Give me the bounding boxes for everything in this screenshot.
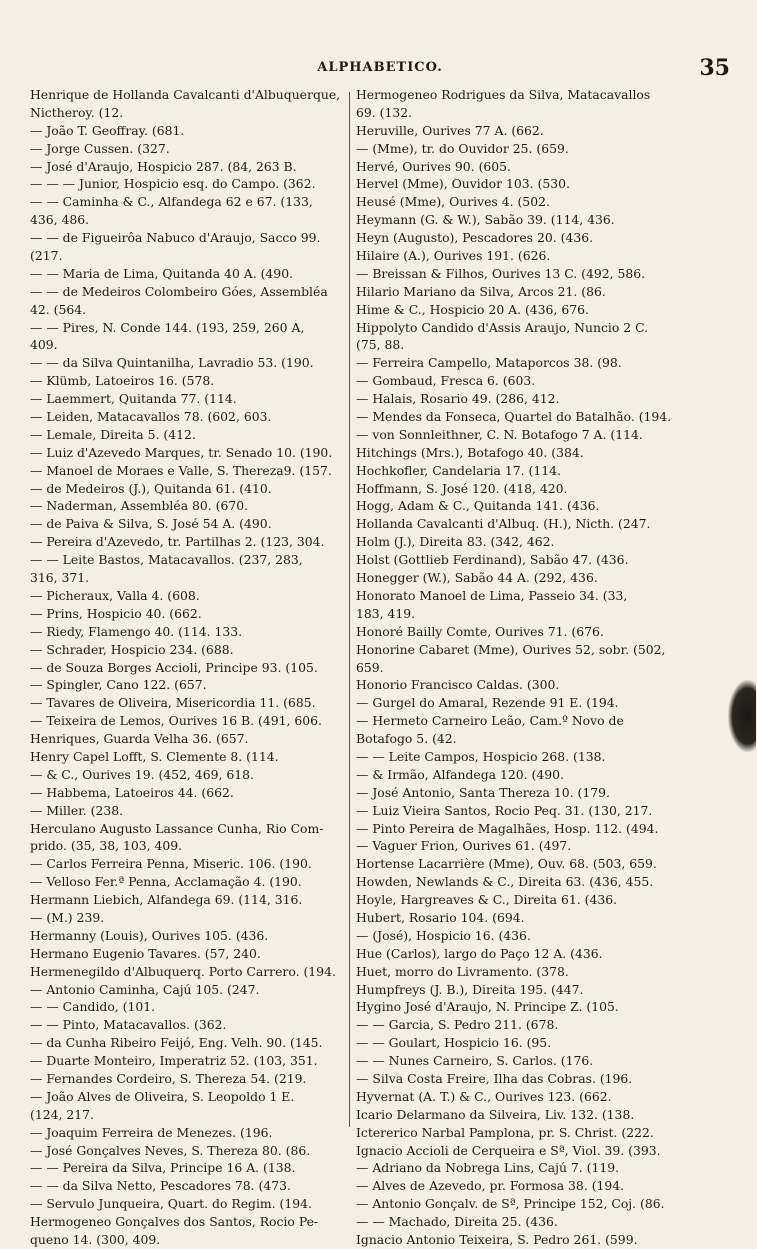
directory-entry-line: Howden, Newlands & C., Direita 63. (436, 455. <box>356 874 654 890</box>
directory-entry-line: — — Goulart, Hospicio 16. (95. <box>356 1035 552 1051</box>
directory-entry-line: — João T. Geoffray. (681. <box>30 122 185 138</box>
directory-entry-line: 183, 419. <box>356 605 416 621</box>
directory-entry-line: 316, 371. <box>30 570 90 586</box>
directory-entry-line: — Silva Costa Freire, Ilha das Cobras. (196. <box>356 1070 633 1086</box>
directory-entry-line: — Velloso Fer.ª Penna, Acclamação 4. (190. <box>30 874 302 890</box>
directory-entry-line: — de Medeiros (J.), Quitanda 61. (410. <box>30 480 272 496</box>
directory-entry-line: Hubert, Rosario 104. (694. <box>356 909 525 925</box>
directory-entry-line: Ignacio Accioli de Cerqueira e Sª, Viol. 39. (393. <box>356 1142 661 1158</box>
directory-entry-line: Heymann (G. & W.), Sabão 39. (114, 436. <box>356 212 615 228</box>
directory-entry-line: Hermenegildo d'Albuquerq. Porto Carrero. (194. <box>30 963 336 979</box>
right-column <box>356 86 706 1249</box>
directory-entry-line: — — de Medeiros Colombeiro Góes, Assembléa <box>30 283 328 299</box>
directory-entry-line: — Prins, Hospicio 40. (662. <box>30 605 202 621</box>
directory-entry-line: 409. <box>30 337 58 353</box>
directory-entry-line: Honorine Cabaret (Mme), Ourives 52, sobr. (502, <box>356 641 666 657</box>
directory-entry-line: queno 14. (300, 409. <box>30 1232 161 1247</box>
directory-entry-line: — — — Junior, Hospicio esq. do Campo. (362. <box>30 176 316 192</box>
directory-entry-line: — Duarte Monteiro, Imperatriz 52. (103, 351. <box>30 1053 318 1069</box>
directory-entry-line: — — Pires, N. Conde 144. (193, 259, 260 A, <box>30 319 305 335</box>
directory-entry-line: — Servulo Junqueira, Quart. do Regim. (194. <box>30 1196 312 1212</box>
directory-entry-line: Holm (J.), Direita 83. (342, 462. <box>356 534 555 550</box>
directory-entry-line: — Lemale, Direita 5. (412. <box>30 426 196 442</box>
page-header <box>30 55 730 82</box>
directory-entry-line: Honorato Manoel de Lima, Passeio 34. (33, <box>356 587 628 603</box>
directory-entry-line: Honegger (W.), Sabão 44 A. (292, 436. <box>356 570 598 586</box>
directory-entry-line: — Manoel de Moraes e Valle, S. Thereza9. (157. <box>30 462 332 478</box>
directory-entry-line: — João Alves de Oliveira, S. Leopoldo 1 E. <box>30 1088 295 1104</box>
directory-entry-line: — Tavares de Oliveira, Misericordia 11. (685. <box>30 695 316 711</box>
directory-entry-line: — — Leite Bastos, Matacavallos. (237, 283, <box>30 552 303 568</box>
directory-entry-line: — de Souza Borges Accioli, Principe 93. (105. <box>30 659 318 675</box>
directory-entry-line: — Breissan & Filhos, Ourives 13 C. (492, 586. <box>356 265 646 281</box>
directory-entry-line: Hoffmann, S. José 120. (418, 420. <box>356 480 568 496</box>
directory-entry-line: — & Irmão, Alfandega 120. (490. <box>356 766 564 782</box>
directory-entry-line: — Carlos Ferreira Penna, Miseric. 106. (190. <box>30 856 312 872</box>
directory-entry-line: (217. <box>30 248 63 264</box>
directory-entry-line: Hermogeneo Gonçalves dos Santos, Rocio Pe- <box>30 1214 319 1230</box>
directory-entry-line: Honorio Francisco Caldas. (300. <box>356 677 560 693</box>
directory-entry-line: Hippolyto Candido d'Assis Araujo, Nuncio 2 C. <box>356 319 649 335</box>
directory-entry-line: Henry Capel Lofft, S. Clemente 8. (114. <box>30 748 279 764</box>
directory-entry-line: — Teixeira de Lemos, Ourives 16 B. (491, 606. <box>30 713 322 729</box>
directory-entry-line: — Fernandes Cordeiro, S. Thereza 54. (219. <box>30 1070 307 1086</box>
directory-entry-line: — (José), Hospicio 16. (436. <box>356 927 531 943</box>
directory-entry-line: — — Maria de Lima, Quitanda 40 A. (490. <box>30 265 294 281</box>
directory-entry-line: — Miller. (238. <box>30 802 124 818</box>
left-column <box>30 86 346 1249</box>
directory-entry-line: — — Candido, (101. <box>30 999 156 1015</box>
directory-entry-line: — & C., Ourives 19. (452, 469, 618. <box>30 766 254 782</box>
directory-entry-line: — Picheraux, Valla 4. (608. <box>30 587 200 603</box>
directory-entry-line: — Jorge Cussen. (327. <box>30 140 170 156</box>
directory-entry-line: Humpfreys (J. B.), Direita 195. (447. <box>356 981 584 997</box>
directory-entry-line: — Luiz Vieira Santos, Rocio Peq. 31. (130, 217. <box>356 802 653 818</box>
directory-entry-line: Ictererico Narbal Pamplona, pr. S. Christ. (222. <box>356 1124 654 1140</box>
directory-entry-line: Hochkofler, Candelaria 17. (114. <box>356 462 561 478</box>
directory-entry-line: Hyvernat (A. T.) & C., Ourives 123. (662. <box>356 1088 612 1104</box>
directory-entry-line: — Pereira d'Azevedo, tr. Partilhas 2. (123, 304. <box>30 534 325 550</box>
directory-entry-line: — — Leite Campos, Hospicio 268. (138. <box>356 748 606 764</box>
directory-entry-line: — — Nunes Carneiro, S. Carlos. (176. <box>356 1053 594 1069</box>
directory-entry-line: — José d'Araujo, Hospicio 287. (84, 263 B. <box>30 158 297 174</box>
directory-entry-line: (124, 217. <box>30 1106 94 1122</box>
directory-entry-line: Hygino José d'Araujo, N. Principe Z. (105. <box>356 999 619 1015</box>
directory-entry-line: — Schrader, Hospicio 234. (688. <box>30 641 234 657</box>
directory-entry-line: — von Sonnleithner, C. N. Botafogo 7 A. (114. <box>356 426 643 442</box>
directory-entry-line: — (Mme), tr. do Ouvidor 25. (659. <box>356 140 569 156</box>
directory-entry-line: — Hermeto Carneiro Leão, Cam.º Novo de <box>356 713 624 729</box>
directory-entry-line: prido. (35, 38, 103, 409. <box>30 838 183 854</box>
directory-entry-line: — Riedy, Flamengo 40. (114. 133. <box>30 623 243 639</box>
directory-entry-line: — Alves de Azevedo, pr. Formosa 38. (194. <box>356 1178 625 1194</box>
directory-entry-line: Hortense Lacarrière (Mme), Ouv. 68. (503, 659. <box>356 856 657 872</box>
directory-entry-line: — da Cunha Ribeiro Feijó, Eng. Velh. 90. (145. <box>30 1035 323 1051</box>
directory-entry-line: — — Machado, Direita 25. (436. <box>356 1214 558 1230</box>
directory-entry-line: — Antonio Gonçalv. de Sª, Principe 152, Coj. (86. <box>356 1196 665 1212</box>
directory-entry-line: — Naderman, Assembléa 80. (670. <box>30 498 249 514</box>
directory-entry-line: Hervé, Ourives 90. (605. <box>356 158 511 174</box>
directory-entry-line: — Gombaud, Fresca 6. (603. <box>356 373 536 389</box>
directory-entry-line: Henrique de Hollanda Cavalcanti d'Albuquerque, <box>30 87 341 102</box>
directory-entry-line: — José Antonio, Santa Thereza 10. (179. <box>356 784 610 800</box>
ink-blot-mark <box>728 680 756 752</box>
directory-entry-line: Hitchings (Mrs.), Botafogo 40. (384. <box>356 444 584 460</box>
directory-entry-line: Hervel (Mme), Ouvidor 103. (530. <box>356 176 570 192</box>
directory-entry-line: Honoré Bailly Comte, Ourives 71. (676. <box>356 623 604 639</box>
directory-entry-line: Huet, morro do Livramento. (378. <box>356 963 569 979</box>
directory-entry-line: — Luiz d'Azevedo Marques, tr. Senado 10. (190. <box>30 444 333 460</box>
directory-entry-line: (75, 88. <box>356 337 405 353</box>
directory-entry-line: — — da Silva Quintanilha, Lavradio 53. (190. <box>30 355 314 371</box>
running-head-title: ALPHABETICO. <box>317 60 443 75</box>
directory-entry-line: Hoyle, Hargreaves & C., Direita 61. (436. <box>356 892 618 908</box>
directory-entry-line: Heruville, Ourives 77 A. (662. <box>356 122 544 138</box>
directory-entry-line: Icario Delarmano da Silveira, Liv. 132. (138. <box>356 1106 635 1122</box>
directory-entry-line: Hilaire (A.), Ourives 191. (626. <box>356 248 551 264</box>
directory-entry-line: — José Gonçalves Neves, S. Thereza 80. (86. <box>30 1142 311 1158</box>
directory-entry-line: Heusé (Mme), Ourives 4. (502. <box>356 194 550 210</box>
directory-entry-line: — de Paiva & Silva, S. José 54 A. (490. <box>30 516 272 532</box>
directory-entry-line: — — de Figueirôa Nabuco d'Araujo, Sacco 99. <box>30 230 321 246</box>
directory-entry-line: — Klümb, Latoeiros 16. (578. <box>30 373 215 389</box>
directory-entry-line: — — Caminha & C., Alfandega 62 e 67. (133, <box>30 194 313 210</box>
directory-entry-line: Botafogo 5. (42. <box>356 731 457 747</box>
directory-entry-line: Henriques, Guarda Velha 36. (657. <box>30 731 249 747</box>
column-divider <box>349 92 350 1127</box>
directory-entry-line: — (M.) 239. <box>30 909 105 925</box>
directory-entry-line: 436, 486. <box>30 212 90 228</box>
directory-entry-line: Hime & C., Hospicio 20 A. (436, 676. <box>356 301 589 317</box>
directory-entry-line: Hue (Carlos), largo do Paço 12 A. (436. <box>356 945 603 961</box>
directory-entry-line: Hermanny (Louis), Ourives 105. (436. <box>30 927 269 943</box>
directory-entry-line: 659. <box>356 659 384 675</box>
directory-entry-line: — — da Silva Netto, Pescadores 78. (473. <box>30 1178 291 1194</box>
directory-entry-line: Herculano Augusto Lassance Cunha, Rio Com- <box>30 820 324 836</box>
directory-entry-line: — Joaquim Ferreira de Menezes. (196. <box>30 1124 273 1140</box>
directory-entry-line: — — Pereira da Silva, Principe 16 A. (138. <box>30 1160 296 1176</box>
directory-entry-line: — Ferreira Campello, Mataporcos 38. (98. <box>356 355 622 371</box>
directory-entry-line: Nictheroy. (12. <box>30 104 124 120</box>
directory-entry-line: — — Pinto, Matacavallos. (362. <box>30 1017 227 1033</box>
directory-entry-line: — Pinto Pereira de Magalhães, Hosp. 112. (494. <box>356 820 659 836</box>
directory-entry-line: Heyn (Augusto), Pescadores 20. (436. <box>356 230 594 246</box>
directory-entry-line: 42. (564. <box>30 301 87 317</box>
directory-entry-line: — Adriano da Nobrega Lins, Cajú 7. (119. <box>356 1160 620 1176</box>
directory-entry-line: Hilario Mariano da Silva, Arcos 21. (86. <box>356 283 606 299</box>
directory-entry-line: Ignacio Antonio Teixeira, S. Pedro 261. (599. <box>356 1232 638 1247</box>
directory-entry-line: Hermogeneo Rodrigues da Silva, Matacavallos <box>356 87 651 102</box>
directory-entry-line: — Habbema, Latoeiros 44. (662. <box>30 784 234 800</box>
directory-entry-line: Holst (Gottlieb Ferdinand), Sabão 47. (436. <box>356 552 629 568</box>
directory-entry-line: — Gurgel do Amaral, Rezende 91 E. (194. <box>356 695 619 711</box>
directory-entry-line: — Vaguer Frion, Ourives 61. (497. <box>356 838 572 854</box>
directory-entry-line: Hollanda Cavalcanti d'Albuq. (H.), Nicth. (247. <box>356 516 651 532</box>
directory-entry-line: — — Garcia, S. Pedro 211. (678. <box>356 1017 559 1033</box>
directory-entry-line: 69. (132. <box>356 104 413 120</box>
directory-entry-line: — Spingler, Cano 122. (657. <box>30 677 207 693</box>
directory-entry-line: — Mendes da Fonseca, Quartel do Batalhão. (194. <box>356 409 672 425</box>
directory-entry-line: Hermann Liebich, Alfandega 69. (114, 316. <box>30 892 303 908</box>
directory-entry-line: Hogg, Adam & C., Quitanda 141. (436. <box>356 498 600 514</box>
directory-entry-line: — Laemmert, Quitanda 77. (114. <box>30 391 237 407</box>
directory-entry-line: — Leiden, Matacavallos 78. (602, 603. <box>30 409 272 425</box>
directory-entry-line: — Antonio Caminha, Cajú 105. (247. <box>30 981 260 997</box>
directory-entry-line: Hermano Eugenio Tavares. (57, 240. <box>30 945 261 961</box>
directory-entry-line: — Halais, Rosario 49. (286, 412. <box>356 391 560 407</box>
page-number: 35 <box>699 55 730 81</box>
